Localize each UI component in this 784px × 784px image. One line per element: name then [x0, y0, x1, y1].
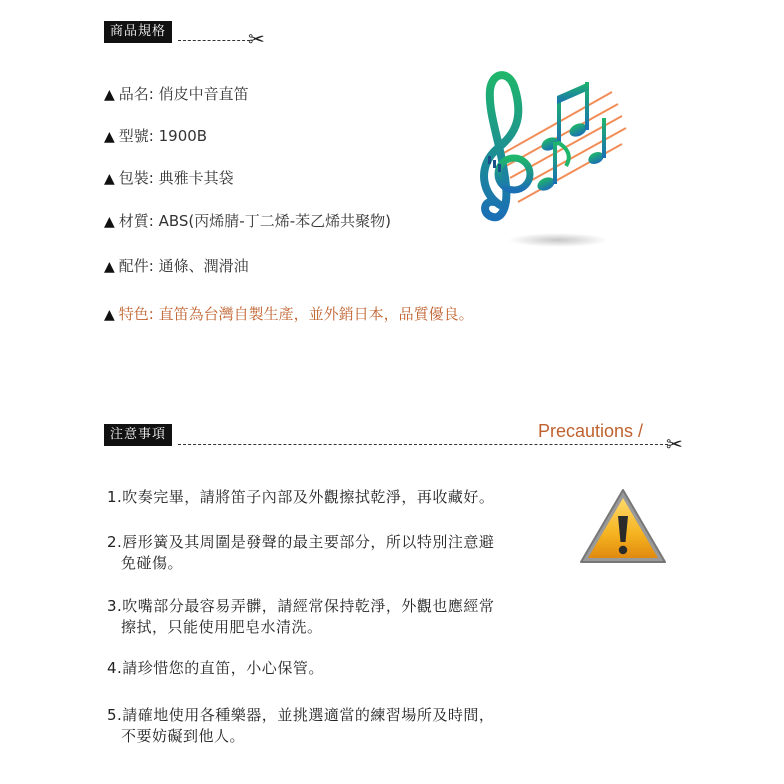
- triangle-icon: ▲: [104, 214, 115, 230]
- notice-line: 1.吹奏完畢，請將笛子內部及外觀擦拭乾淨，再收藏好。: [107, 488, 495, 506]
- triangle-icon: ▲: [104, 259, 115, 275]
- spec-section-divider: [178, 40, 250, 41]
- notice-item-2: [107, 532, 557, 574]
- notice-line: 不要妨礙到他人。: [121, 727, 246, 745]
- triangle-icon: ▲: [104, 171, 115, 187]
- notice-line: 3.吹嘴部分最容易弄髒，請經常保持乾淨，外觀也應經常: [107, 597, 495, 615]
- triangle-icon: ▲: [104, 87, 115, 103]
- spec-item-accessories: [104, 256, 249, 277]
- spec-label: 包裝:: [118, 169, 154, 187]
- spec-item-model: [104, 126, 207, 147]
- scissors-icon: ✂: [666, 432, 683, 456]
- spec-item-name: [104, 84, 249, 105]
- triangle-icon: ▲: [104, 129, 115, 145]
- spec-item-material: [104, 211, 391, 232]
- notice-section-divider: [178, 444, 668, 445]
- spec-item-feature: [104, 304, 474, 325]
- scissors-icon: ✂: [248, 27, 265, 51]
- spec-label: 特色:: [118, 305, 154, 323]
- notice-item-3: [107, 596, 557, 638]
- spec-label: 型號:: [118, 127, 154, 145]
- spec-section-tag: 商品規格: [104, 21, 172, 43]
- spec-label: 材質:: [118, 212, 154, 230]
- notice-line: 2.唇形簧及其周圍是發聲的最主要部分，所以特別注意避: [107, 533, 495, 551]
- notice-item-4: [107, 658, 557, 679]
- precautions-title: Precautions /: [538, 421, 644, 441]
- spec-value: 通條、潤滑油: [158, 257, 249, 275]
- spec-item-package: [104, 168, 234, 189]
- notice-item-1: [107, 487, 557, 508]
- music-notes-icon: [462, 56, 628, 250]
- spec-label: 品名:: [118, 85, 154, 103]
- triangle-icon: ▲: [104, 307, 115, 323]
- notice-line: 擦拭，只能使用肥皂水清洗。: [121, 618, 323, 636]
- notice-line: 免碰傷。: [121, 554, 184, 572]
- spec-value: 直笛為台灣自製生產，並外銷日本，品質優良。: [158, 305, 474, 323]
- spec-value: 典雅卡其袋: [158, 169, 234, 187]
- spec-value: 俏皮中音直笛: [158, 85, 249, 103]
- warning-icon: [577, 486, 669, 566]
- spec-value: ABS(丙烯腈-丁二烯-苯乙烯共聚物): [158, 212, 391, 230]
- spec-label: 配件:: [118, 257, 154, 275]
- notice-section-tag: 注意事項: [104, 424, 172, 446]
- notice-item-5: [107, 705, 557, 747]
- notice-line: 4.請珍惜您的直笛，小心保管。: [107, 659, 324, 677]
- notice-line: 5.請確地使用各種樂器，並挑選適當的練習場所及時間，: [107, 706, 495, 724]
- spec-value: 1900B: [158, 127, 208, 145]
